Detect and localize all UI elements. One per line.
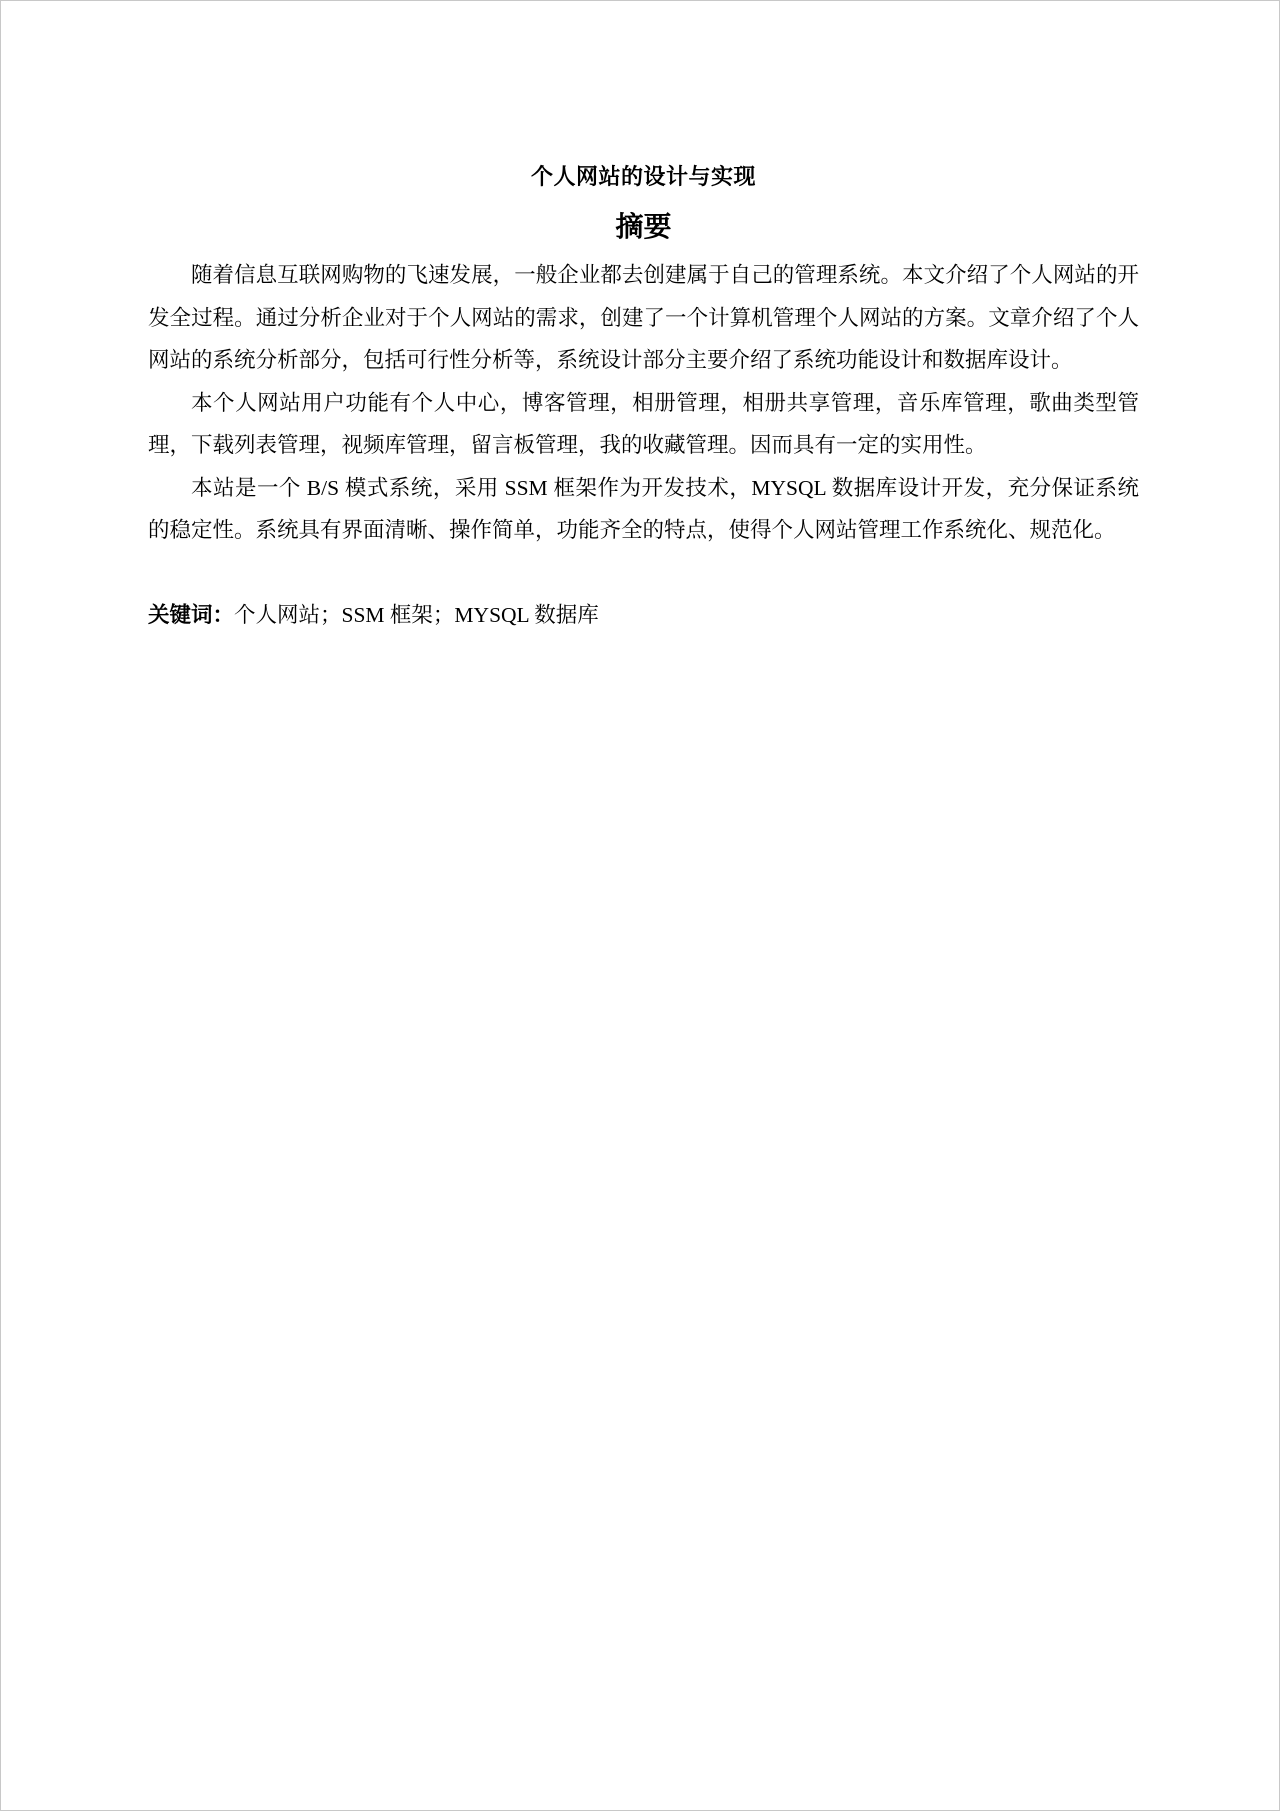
abstract-paragraph-2: 本个人网站用户功能有个人中心，博客管理，相册管理，相册共享管理，音乐库管理，歌曲类型管理，下载列表管理，视频库管理，留言板管理，我的收藏管理。因而具有一定的实用性。 [148,390,1139,457]
keywords-value: 个人网站；SSM 框架；MYSQL 数据库 [234,602,599,627]
document-content [148,1,1139,636]
keywords-label: 关键词： [148,602,235,627]
keywords-line [148,594,1139,637]
abstract-paragraph-1: 随着信息互联网购物的飞速发展，一般企业都去创建属于自己的管理系统。本文介绍了个人网站的开发全过程。通过分析企业对于个人网站的需求，创建了一个计算机管理个人网站的方案。文章介绍了个人网站的系统分析部分，包括可行性分析等，系统设计部分主要介绍了系统功能设计和数据库设计。 [148,263,1139,372]
abstract-paragraph-3: 本站是一个 B/S 模式系统，采用 SSM 框架作为开发技术，MYSQL 数据库设计开发，充分保证系统的稳定性。系统具有界面清晰、操作简单，功能齐全的特点，使得个人网站管理工作系统化、规范化。 [148,475,1139,542]
abstract-body [148,254,1139,552]
abstract-heading: 摘要 [615,212,672,243]
document-title: 个人网站的设计与实现 [530,164,756,189]
